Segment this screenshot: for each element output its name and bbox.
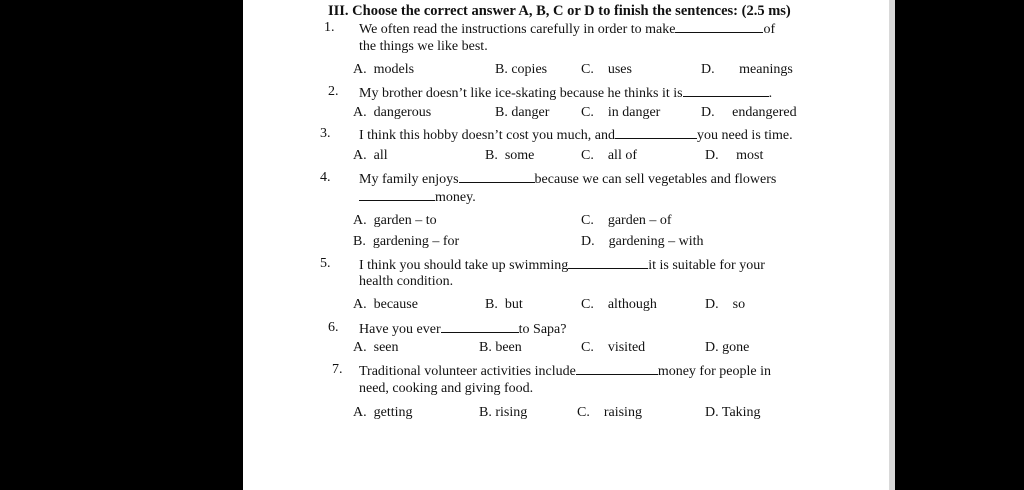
question-stem-line2: health condition. — [359, 274, 454, 289]
answer-blank — [568, 256, 648, 269]
option-a: A. getting — [353, 405, 413, 420]
question-number: 3. — [320, 126, 331, 141]
option-b: B. rising — [479, 405, 528, 420]
option-d: D. gone — [705, 340, 750, 355]
option-d: D. meanings — [701, 62, 793, 77]
question-number: 7. — [332, 362, 343, 377]
answer-blank — [441, 320, 519, 333]
option-a: A. all — [353, 148, 388, 163]
answer-blank — [683, 84, 769, 97]
question-number: 1. — [324, 20, 335, 35]
option-c: C. in danger — [581, 105, 661, 120]
answer-blank — [576, 362, 658, 375]
option-d: D. so — [705, 297, 746, 312]
answer-blank — [615, 126, 697, 139]
answer-blank — [675, 20, 763, 33]
question-stem-line2: need, cooking and giving food. — [359, 381, 534, 396]
option-c: C. although — [581, 297, 657, 312]
question-stem: My family enjoys because we can sell vegetables and flowers — [359, 172, 777, 187]
option-b: B. but — [485, 297, 523, 312]
option-a: A. because — [353, 297, 418, 312]
option-d: D. most — [705, 148, 764, 163]
option-a: A. dangerous — [353, 105, 432, 120]
answer-blank — [459, 170, 535, 183]
option-b: B. danger — [495, 105, 550, 120]
option-a: A. garden – to — [353, 213, 437, 228]
option-d: D. Taking — [705, 405, 761, 420]
option-c: C. visited — [581, 340, 646, 355]
option-c: C. uses — [581, 62, 632, 77]
option-c: C. garden – of — [581, 213, 672, 228]
option-b: B. some — [485, 148, 535, 163]
option-a: A. seen — [353, 340, 399, 355]
option-b: B. copies — [495, 62, 548, 77]
question-stem: I think this hobby doesn’t cost you much, and you need is time. — [359, 128, 793, 143]
question-number: 5. — [320, 256, 331, 271]
question-stem-line2: money. — [359, 188, 476, 206]
option-c: C. all of — [581, 148, 637, 163]
answer-blank — [359, 188, 435, 201]
question-stem: Traditional volunteer activities include money for people in — [359, 364, 771, 379]
question-number: 2. — [328, 84, 339, 99]
option-b: B. been — [479, 340, 522, 355]
question-stem: My brother doesn’t like ice-skating because he thinks it is . — [359, 86, 773, 101]
question-stem-line2: the things we like best. — [359, 39, 488, 54]
question-number: 6. — [328, 320, 339, 335]
question-stem: We often read the instructions carefully in order to make of — [359, 22, 776, 37]
question-stem: I think you should take up swimming it is suitable for your — [359, 258, 765, 273]
option-b: B. gardening – for — [353, 234, 460, 249]
option-c: C. raising — [577, 405, 642, 420]
document-page — [243, 0, 889, 490]
question-stem: Have you ever to Sapa? — [359, 322, 567, 337]
option-d: D. endangered — [701, 105, 797, 120]
option-d: D. gardening – with — [581, 234, 704, 249]
page-edge — [889, 0, 895, 490]
question-number: 4. — [320, 170, 331, 185]
exercise-title: III. Choose the correct answer A, B, C or D to finish the sentences: (2.5 ms) — [328, 3, 791, 19]
option-a: A. models — [353, 62, 415, 77]
